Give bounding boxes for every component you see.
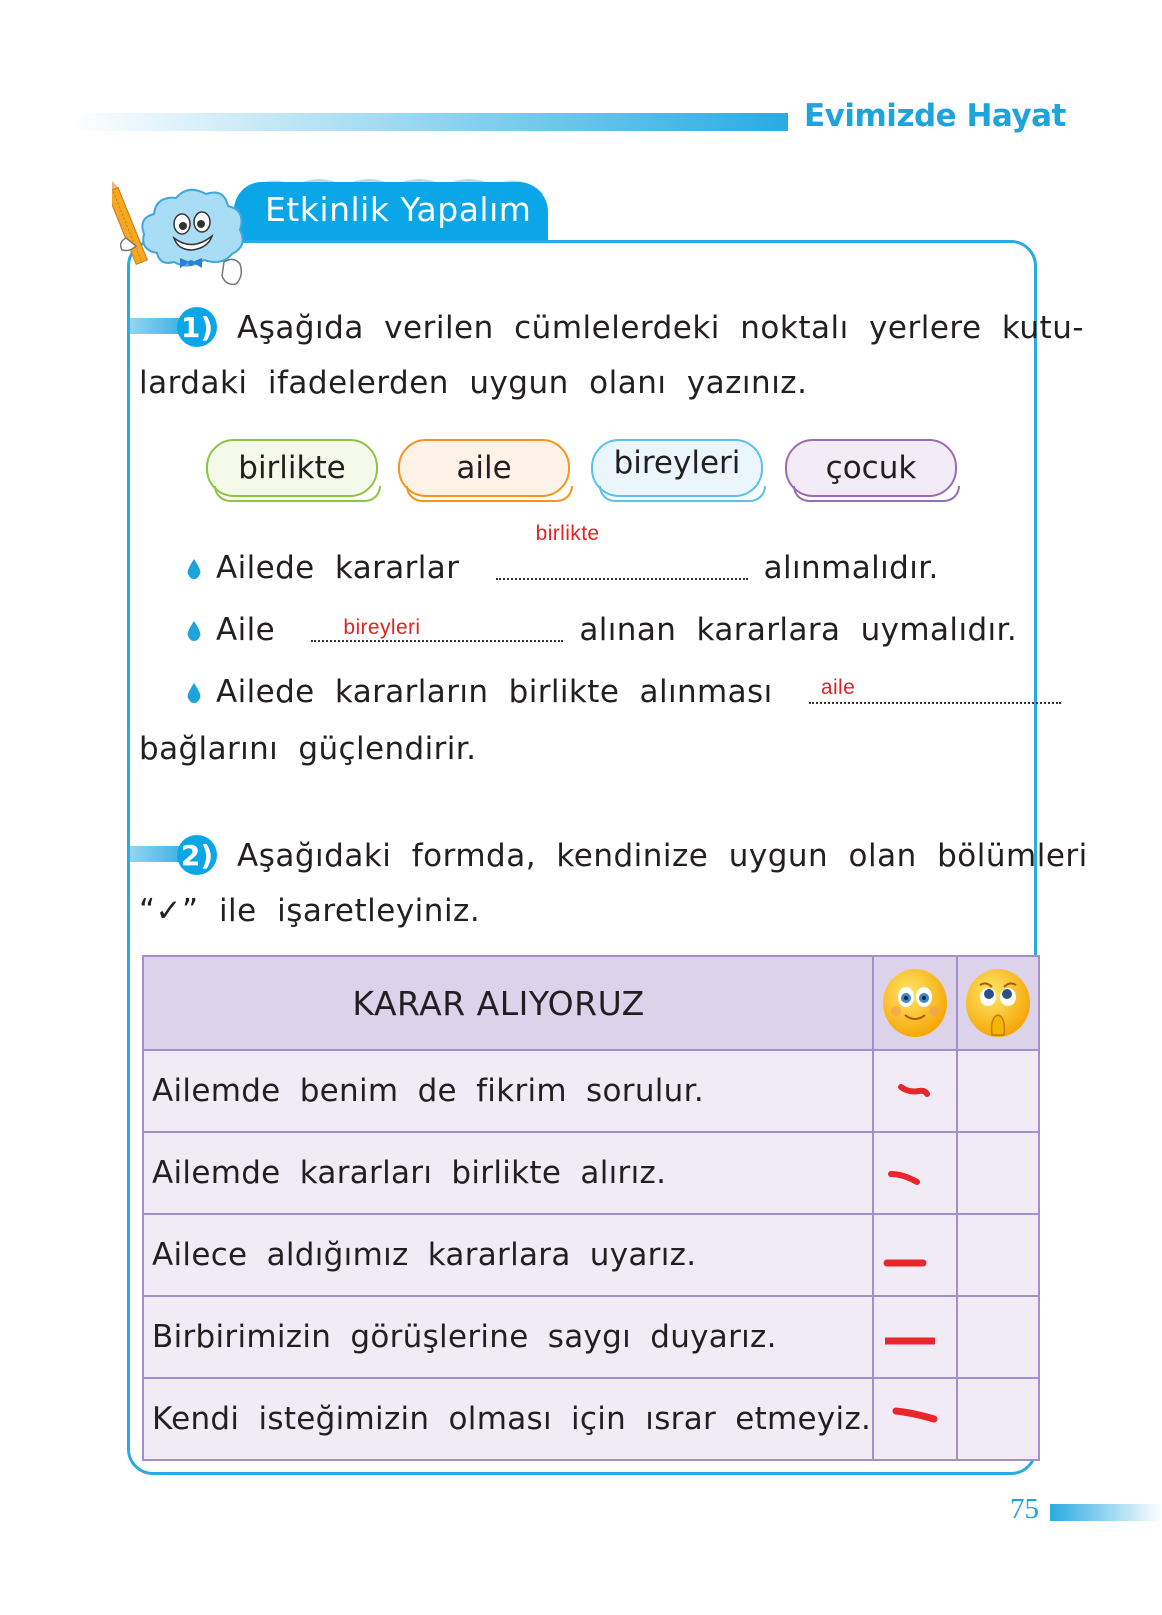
question1-text-line1: Aşağıda verilen cümlelerdeki noktalı yerlere kutu- [237,310,1085,346]
row-statement: Ailece aldığımız kararlara uyarız. [143,1214,873,1296]
word-box-bireyleri [591,439,763,497]
unit-title: Evimizde Hayat [804,98,1066,134]
water-drop-bullet-icon [186,683,202,703]
table-row [143,1050,1039,1132]
sentence-3-continuation: bağlarını güçlendirir. [139,731,477,767]
worried-checkbox-cell[interactable] [957,1214,1039,1296]
answer-blank-2[interactable] [311,614,563,642]
answer-blank-1[interactable] [496,522,748,580]
question1-number-badge: 1) [177,307,217,347]
red-mark-icon [890,1405,940,1425]
answer-2: bireyleri [343,616,421,639]
happy-face-icon [879,967,951,1039]
happy-checkbox-cell[interactable] [873,1214,956,1296]
worried-face-icon [962,967,1034,1039]
table-header-title: KARAR ALIYORUZ [143,956,873,1050]
row-statement: Ailemde benim de fikrim sorulur. [143,1050,873,1132]
sentence-1 [186,522,939,586]
question1-text-line2: lardaki ifadelerden uygun olanı yazınız. [139,365,808,401]
red-mark-icon [881,1333,941,1349]
banner-title: Etkinlik Yapalım [265,190,532,229]
row-statement: Ailemde kararları birlikte alırız. [143,1132,873,1214]
happy-checkbox-cell[interactable] [873,1050,956,1132]
sentence-2-before: Aile [216,612,276,648]
word-box-label: çocuk [825,450,917,486]
red-mark-icon [883,1255,929,1271]
answer-3: aile [820,676,856,699]
answer-blank-3[interactable] [809,676,1061,704]
question2-text-line2: “✓” ile işaretleyiniz. [139,893,481,929]
sentence-2 [186,612,1017,648]
page-number: 75 [1010,1493,1039,1525]
word-box-birlikte [206,439,378,497]
row-statement: Kendi isteğimizin olması için ısrar etmeyiz. [143,1378,873,1460]
worried-column-header [957,956,1039,1050]
word-box-aile [398,439,570,497]
happy-column-header [873,956,956,1050]
worried-checkbox-cell[interactable] [957,1378,1039,1460]
answer-1: birlikte [535,522,600,545]
word-box-label: bireyleri [613,445,741,481]
word-box-cocuk [785,439,957,497]
happy-checkbox-cell[interactable] [873,1296,956,1378]
table-row [143,1214,1039,1296]
word-box-label: aile [456,450,512,486]
table-row [143,1132,1039,1214]
cloud-mascot-icon [112,178,262,288]
sentence-3-before: Ailede kararların birlikte alınması [216,674,773,710]
table-header-row [143,956,1039,1050]
sentence-1-after: alınmalıdır. [763,550,939,586]
table-row [143,1296,1039,1378]
red-mark-icon [895,1081,935,1101]
sentence-3 [186,674,1061,710]
worried-checkbox-cell[interactable] [957,1296,1039,1378]
table-row [143,1378,1039,1460]
footer-gradient-bar [1050,1504,1162,1521]
happy-checkbox-cell[interactable] [873,1378,956,1460]
sentence-1-before: Ailede kararlar [216,550,460,586]
question2-text-line1: Aşağıdaki formda, kendinize uygun olan bölümleri [237,838,1088,874]
karar-aliyoruz-form [142,955,1040,1461]
word-box-label: birlikte [238,450,346,486]
sentence-2-after: alınan kararlara uymalıdır. [579,612,1018,648]
water-drop-bullet-icon [186,559,202,579]
header-gradient-bar [70,113,788,131]
water-drop-bullet-icon [186,621,202,641]
worried-checkbox-cell[interactable] [957,1050,1039,1132]
red-mark-icon [887,1168,927,1192]
worried-checkbox-cell[interactable] [957,1132,1039,1214]
happy-checkbox-cell[interactable] [873,1132,956,1214]
question2-number-badge: 2) [177,835,217,875]
row-statement: Birbirimizin görüşlerine saygı duyarız. [143,1296,873,1378]
